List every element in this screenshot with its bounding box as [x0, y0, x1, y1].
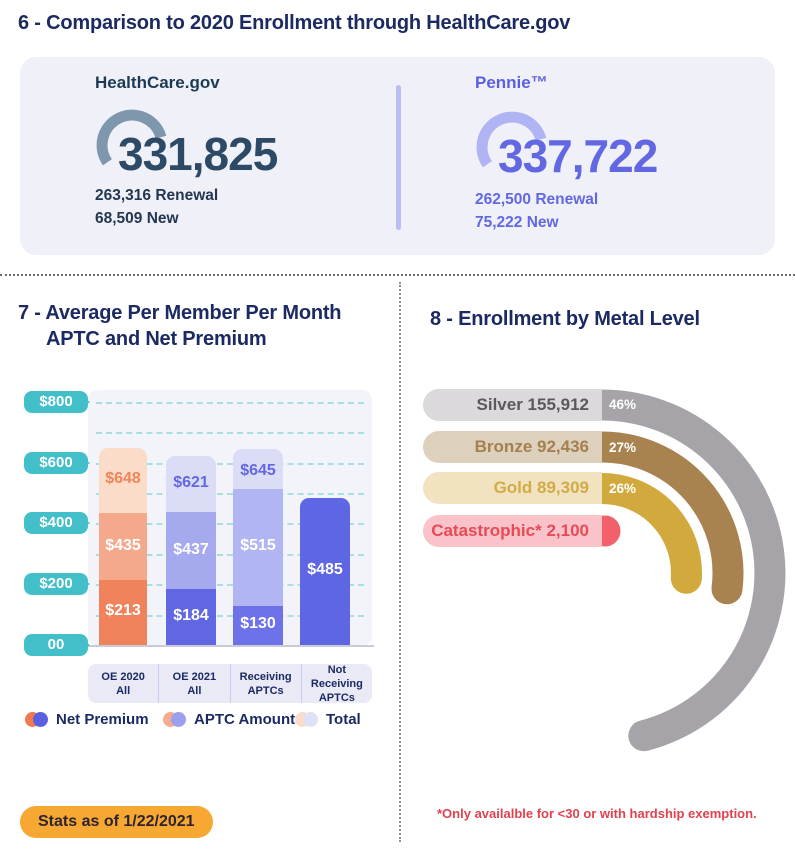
healthcaregov-new: 68,509 New	[95, 210, 179, 227]
bar-oe2021-total-label: $621	[173, 474, 209, 491]
gridline-700	[96, 432, 364, 434]
bar-oe2020-net-label: $213	[105, 602, 141, 619]
ytick-0: 00	[24, 634, 88, 656]
bar-receiving-aptcs	[233, 449, 283, 645]
bar-receiving-total-label: $645	[240, 462, 276, 479]
pennie-total: 337,722	[498, 130, 658, 182]
ytick-800: $800	[24, 391, 88, 413]
category-oe2020-line2: All	[116, 684, 131, 697]
metal-pill-silver: Silver 155,912	[423, 389, 602, 421]
vertical-dotted-divider	[399, 282, 401, 842]
bar-oe2020-aptc-label: $435	[105, 537, 141, 554]
aptc-amount-periwinkle-dot-icon	[171, 712, 186, 727]
net-premium-periwinkle-dot-icon	[33, 712, 48, 727]
section8-title: 8 - Enrollment by Metal Level	[430, 308, 700, 330]
ytick-600: $600	[24, 452, 88, 474]
comparison-card	[20, 57, 775, 255]
bar-oe2020-total-label: $648	[105, 470, 141, 487]
metal-pill-gold: Gold 89,309	[423, 472, 602, 504]
gold-percent-label: 26%	[609, 481, 637, 496]
bar-not-receiving-net-label: $485	[307, 561, 343, 578]
category-oe2020	[88, 664, 158, 703]
bar-oe2020	[99, 448, 147, 645]
legend-total	[295, 709, 361, 729]
silver-arc-endcap-icon	[628, 720, 659, 751]
pennie-renewal: 262,500 Renewal	[475, 191, 599, 208]
metal-pill-bronze: Bronze 92,436	[423, 431, 602, 463]
bar-oe2021	[166, 456, 216, 645]
x-axis-baseline	[86, 645, 374, 647]
category-oe2021-line1: OE 2021	[172, 670, 217, 683]
catastrophic-footnote: *Only availalble for <30 or with hardship exemption.	[437, 806, 757, 821]
total-lavender-dot-icon	[303, 712, 318, 727]
legend-net-premium	[25, 709, 149, 729]
pennie-new: 75,222 New	[475, 214, 559, 231]
healthcaregov-label: HealthCare.gov	[95, 73, 220, 92]
ytick-200: $200	[24, 573, 88, 595]
stats-date-badge: Stats as of 1/22/2021	[20, 806, 213, 838]
legend-aptc-amount-label: APTC Amount	[194, 710, 296, 728]
x-axis-category-strip	[88, 664, 372, 703]
pennie-label: Pennie™	[475, 73, 548, 92]
legend-aptc-amount	[163, 709, 295, 729]
card-divider	[396, 85, 401, 230]
gridline-800	[96, 402, 364, 404]
category-oe2021-line2: All	[187, 684, 202, 697]
horizontal-dotted-divider	[0, 274, 795, 276]
category-not-receiving	[301, 664, 372, 703]
healthcaregov-renewal: 263,316 Renewal	[95, 187, 219, 204]
bronze-arc-endcap-icon	[712, 573, 743, 604]
legend-net-premium-label: Net Premium	[56, 710, 149, 728]
section7-title-line1: 7 - Average Per Member Per Month	[18, 302, 342, 324]
bar-receiving-aptc-label: $515	[240, 537, 276, 554]
category-receiving-line2: APTCs	[247, 684, 284, 697]
bar-not-receiving-aptcs	[300, 498, 350, 645]
category-receiving	[230, 664, 301, 703]
bronze-percent-label: 27%	[609, 440, 637, 455]
bar-receiving-net-label: $130	[240, 615, 276, 632]
category-oe2021	[158, 664, 229, 703]
gold-arc-endcap-icon	[671, 563, 702, 594]
section6-title: 6 - Comparison to 2020 Enrollment through HealthCare.gov	[18, 12, 571, 34]
section7-title-line2: APTC and Net Premium	[46, 328, 267, 350]
category-oe2020-line1: OE 2020	[101, 670, 145, 683]
healthcaregov-total: 331,825	[118, 128, 278, 180]
category-not-receiving-line2: APTCs	[318, 691, 355, 704]
bar-oe2021-net-label: $184	[173, 607, 209, 624]
ytick-400: $400	[24, 512, 88, 534]
legend-total-label: Total	[326, 710, 361, 728]
category-not-receiving-line1: Not Receiving	[310, 663, 363, 690]
silver-percent-label: 46%	[609, 397, 637, 412]
category-receiving-line1: Receiving	[239, 670, 292, 683]
bar-oe2021-aptc-label: $437	[173, 541, 209, 558]
metal-pill-catastrophic: Catastrophic* 2,100	[423, 515, 602, 547]
